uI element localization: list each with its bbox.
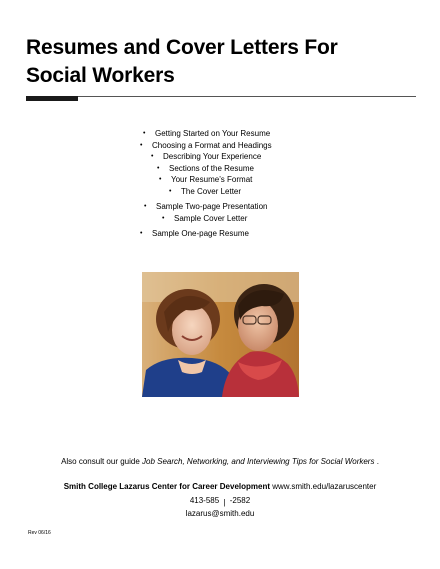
- document-title: [26, 34, 338, 90]
- guide-note-suffix: .: [374, 457, 379, 466]
- bullet-icon: •: [144, 203, 147, 210]
- bullet-icon: •: [162, 214, 165, 222]
- students-photo-illustration: [142, 272, 299, 397]
- list-item: [159, 174, 253, 186]
- title-accent-bar: [26, 96, 78, 101]
- bullet-icon: •: [159, 176, 162, 184]
- bullet-icon: •: [140, 230, 143, 237]
- list-item-label: Describing Your Experience: [163, 152, 262, 162]
- list-item: [151, 151, 262, 163]
- list-item: [157, 163, 254, 175]
- list-item-label: Getting Started on Your Resume: [155, 129, 271, 138]
- guide-note: [0, 457, 440, 466]
- bullet-icon: •: [140, 141, 143, 149]
- bullet-icon: •: [143, 130, 146, 137]
- organization-line: [0, 482, 440, 491]
- list-item-label: Sample Cover Letter: [174, 213, 248, 223]
- list-item: [162, 213, 248, 225]
- title-line-1: Resumes and Cover Letters For: [26, 36, 338, 59]
- list-item: [144, 201, 268, 213]
- bullet-icon: •: [157, 164, 160, 172]
- phone-number: [0, 496, 440, 505]
- email-address[interactable]: lazarus@smith.edu: [185, 509, 255, 518]
- phone-part-2: -2582: [229, 496, 251, 505]
- organization-name: Smith College Lazarus Center for Career Development: [63, 482, 270, 491]
- title-line-2: Social Workers: [26, 64, 175, 87]
- organization-url[interactable]: www.smith.edu/lazaruscenter: [270, 482, 377, 491]
- title-divider: [78, 96, 416, 97]
- phone-separator: |: [223, 498, 226, 507]
- list-item-label: Sample One-page Resume: [152, 229, 249, 238]
- list-item-label: Your Resume’s Format: [171, 175, 253, 185]
- list-item-label: Sample Two-page Presentation: [156, 202, 268, 211]
- list-item-label: Sections of the Resume: [169, 163, 254, 173]
- list-item: [143, 128, 271, 140]
- list-item: [140, 140, 272, 152]
- students-photo: [142, 272, 299, 397]
- list-item-label: The Cover Letter: [181, 187, 242, 196]
- bullet-icon: •: [169, 188, 172, 195]
- bullet-icon: •: [151, 153, 154, 161]
- guide-title: Job Search, Networking, and Interviewing Tips for Social Workers: [142, 457, 375, 466]
- guide-note-prefix: Also consult our guide: [61, 457, 142, 466]
- list-item-label: Choosing a Format and Headings: [152, 140, 272, 150]
- list-item: [169, 186, 242, 198]
- revision-date: Rev 06/16: [28, 530, 51, 536]
- list-item: [140, 228, 249, 240]
- phone-part-1: 413-585: [189, 496, 220, 505]
